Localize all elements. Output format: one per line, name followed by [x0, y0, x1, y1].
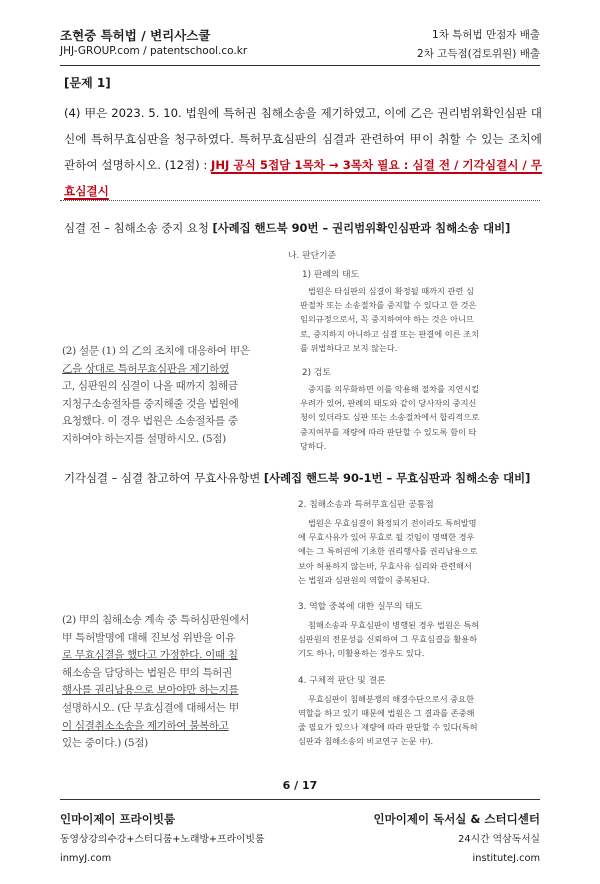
excerpt-subheading: 1) 판례의 태도: [302, 270, 360, 280]
excerpt-heading: 4. 구체적 판단 및 결론: [298, 675, 386, 686]
section2-handwritten-question: [62, 612, 292, 753]
excerpt-line: 당하다.: [300, 440, 327, 451]
dotted-divider: [60, 200, 540, 201]
excerpt-line: 는 법원과 심판원의 역할이 중복된다.: [298, 574, 430, 585]
handwritten-line: 지청구소송절차를 중지해줄 것을 법원에: [62, 397, 239, 410]
handwritten-line: (2) 甲의 침해소송 계속 중 특허심판원에서: [62, 614, 250, 626]
handwritten-line: 甲 특허발명에 대해 진보성 위반을 이유: [62, 631, 236, 644]
handwritten-line: 지하여야 하는지를 설명하시오. (5점): [62, 432, 226, 445]
question-note: JHJ 공식 5접담 1목차 → 3목차 필요 : 심결 전 / 기각심결시 / 무효심결시: [64, 158, 542, 198]
section1-title: [64, 220, 510, 236]
handwritten-line: (2) 설문 (1) 의 乙의 조치에 대응하여 甲은: [62, 345, 250, 357]
section2-title-bold: [사례집 핸드북 90-1번 – 무효심판과 침해소송 대비]: [263, 471, 531, 485]
excerpt-line: 판절차 또는 소송절차를 중지할 수 있다고 한 것은: [300, 300, 477, 311]
excerpt-heading: 2. 침해소송과 특허무효심판 공통점: [298, 500, 434, 510]
excerpt-line: 무효심판이 침해분쟁의 해결수단으로서 중요한: [308, 693, 474, 704]
excerpt-line: 역할을 하고 있기 때문에 법원은 그 결과를 존중해: [298, 707, 475, 718]
header-right-line1: 1차 특허법 만점자 배출: [432, 29, 540, 41]
section2-excerpt-right: [298, 497, 538, 748]
excerpt-line: 중지를 의무화하면 이를 악용해 절차를 지연시킬: [308, 384, 480, 395]
footer-right-url: instituteJ.com: [472, 853, 540, 864]
excerpt-line: 기도 하나, 미활용하는 경우도 있다.: [298, 648, 425, 659]
page-number: 6 / 17: [282, 779, 318, 792]
excerpt-line: 법원은 무효심결이 확정되기 전이라도 특허발명: [308, 518, 477, 528]
footer-left-title: 인마이제이 프라이빗룸: [60, 812, 176, 826]
section2-title: [64, 470, 530, 486]
footer-left-url: inmyJ.com: [60, 853, 112, 864]
excerpt-line: 우려가 있어, 판례의 태도와 같이 당사자의 중지신: [300, 398, 477, 409]
footer-left-desc: 동영상강의수강+스터디룸+노래방+프라이빗룸: [60, 834, 265, 845]
handwritten-line: 해소송을 담당하는 법원은 甲의 특허권: [62, 666, 232, 679]
excerpt-line: 침해소송과 무효심판이 병행된 경우 법원은 특허: [308, 620, 480, 631]
excerpt-line: 심판과 침해소송의 비교연구 논문 中).: [298, 736, 434, 747]
handwritten-line: 乙을 상대로 특허무효심판을 제기하였: [62, 362, 229, 375]
handwritten-line: 있는 중이다.) (5점): [62, 737, 148, 750]
footer-divider: [60, 799, 540, 800]
handwritten-line: 로 무효심결을 했다고 가정한다. 이때 침: [62, 649, 238, 662]
question-text: (4) 甲은 2023. 5. 10. 법원에 특허권 침해소송을 제기하였고, 이에 乙은 권리범위확인심판 대신에 특허무효심판을 청구하였다. 특허무효심판의 심결과 관련하여 甲이 취할 수 있는 조치에 관하여 설명하시오. (12점) :: [64, 106, 542, 172]
question-label: [문제 1]: [64, 76, 111, 90]
footer-right-title: 인마이제이 독서실 & 스터디센터: [373, 812, 540, 826]
header-url: JHJ-GROUP.com / patentschool.co.kr: [60, 45, 248, 57]
handwritten-line: 요청했다. 이 경우 법원은 소송절차를 중: [62, 415, 238, 428]
handwritten-line: 행사를 권리남용으로 보아야만 하는지를: [62, 684, 239, 697]
footer-right-desc: 24시간 역삼독서실: [458, 834, 540, 845]
excerpt-line: 청이 있더라도 심판 또는 소송절차에서 합리적으로: [300, 412, 480, 423]
handwritten-line: 이 심결취소소송을 제기하여 불복하고: [62, 719, 229, 732]
excerpt-heading: 3. 역할 중복에 대한 실무의 태도: [298, 602, 423, 613]
excerpt-line: 에 무효사유가 있어 무효로 될 것임이 명백한 경우: [298, 532, 475, 543]
excerpt-line: 를 위법하다고 보지 않는다.: [300, 342, 398, 353]
excerpt-line: 임의규정으로서, 꼭 중지하여야 하는 것은 아니므: [300, 314, 474, 325]
excerpt-line: 에는 그 특허권에 기초한 권리행사를 권리남용으로: [298, 546, 478, 557]
excerpt-heading: 나. 판단기준: [288, 251, 337, 261]
header-right-line2: 2차 고득점(검토위원) 배출: [417, 48, 540, 60]
excerpt-subheading: 2) 검토: [302, 368, 331, 379]
section2-title-plain: 기각심결 – 심결 참고하여 무효사유항변: [64, 471, 264, 485]
excerpt-line: 법원은 타심판의 심결이 확정될 때까지 관련 심: [308, 286, 474, 296]
excerpt-line: 줄 필요가 있으나 재량에 따라 판단할 수 있다(특허: [298, 722, 478, 733]
handwritten-line: 고, 심판원의 심결이 나올 때까지 침해금: [62, 380, 238, 393]
excerpt-line: 중지여부를 재량에 따라 판단할 수 있도록 함이 타: [300, 426, 477, 437]
excerpt-line: 로, 중지하지 아니하고 심결 또는 판결에 이른 조치: [300, 328, 480, 339]
header-divider: [60, 65, 540, 66]
excerpt-line: 보아 허용하지 않는바, 무효사유 심리와 관련해서: [298, 560, 472, 571]
section1-title-plain: 심결 전 – 침해소송 중지 요청: [64, 221, 213, 235]
header-title: 조현중 특허법 / 변리사스쿨: [60, 28, 211, 43]
section1-excerpt-right: [288, 248, 534, 453]
handwritten-line: 설명하시오. (단 무효심결에 대해서는 甲: [62, 701, 239, 714]
excerpt-line: 심판원의 전문성을 신뢰하여 그 무효심결을 활용하: [298, 634, 478, 645]
section1-title-bold: [사례집 핸드북 90번 – 권리범위확인심판과 침해소송 대비]: [212, 221, 511, 235]
section1-handwritten-question: [62, 343, 284, 449]
question-body: [64, 100, 542, 204]
